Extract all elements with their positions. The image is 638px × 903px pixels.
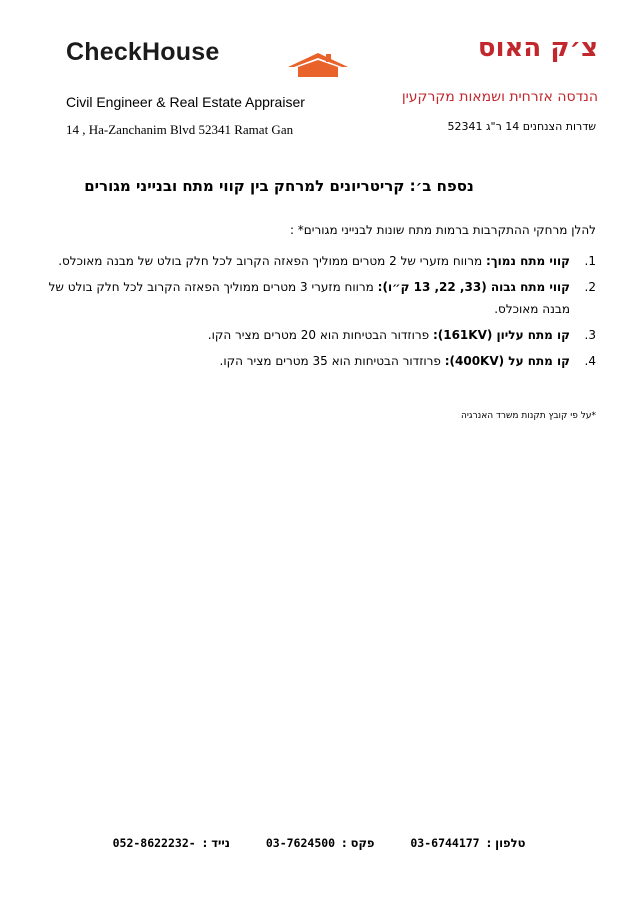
fax-label: פקס : xyxy=(342,836,375,850)
item-label: קו מתח עליון (161KV): xyxy=(432,328,570,342)
subtitle-hebrew: הנדסה אזרחית ושמאות מקרקעין xyxy=(401,89,598,105)
brand-name-english: CheckHouse xyxy=(66,38,220,66)
list-item xyxy=(40,324,596,346)
list-item xyxy=(40,276,596,320)
intro-text: להלן מרחקי ההתקרבות ברמות מתח שונות לבנייני מגורים* : xyxy=(289,223,596,237)
contact-footer xyxy=(0,836,638,850)
fax-number: 03-7624500 xyxy=(265,836,336,850)
item-number: 4. xyxy=(584,354,596,368)
footnote: *על פי קובץ תקנות משרד האנרגיה xyxy=(460,411,596,421)
list-item xyxy=(40,350,596,372)
subtitle-english: Civil Engineer & Real Estate Appraiser xyxy=(66,94,305,110)
house-roof-icon xyxy=(286,50,350,80)
list-item xyxy=(40,250,596,272)
item-number: 2. xyxy=(584,280,596,294)
phone-label: טלפון : xyxy=(486,836,526,850)
item-text: פרוזדור הבטיחות הוא 20 מטרים מציר הקו. xyxy=(207,328,433,342)
criteria-list xyxy=(40,250,596,372)
mobile-label: נייד : xyxy=(202,836,230,850)
phone-number: 03-6744177 xyxy=(410,836,480,850)
item-text: פרוזדור הבטיחות הוא 35 מטרים מציר הקו. xyxy=(219,354,445,368)
item-number: 3. xyxy=(584,328,596,342)
item-text: מרווח מזערי של 2 מטרים ממוליך הפאזה הקרוב לכל חלק בולט של מבנה מאוכלס. xyxy=(58,254,486,268)
brand-name-hebrew: צ׳ק האוס xyxy=(477,33,598,63)
address-english: 14 , Ha-Zanchanim Blvd 52341 Ramat Gan xyxy=(66,122,294,137)
item-text: מרווח מזערי 3 מטרים ממוליך הפאזה הקרוב לכל חלק בולט של מבנה מאוכלס. xyxy=(48,280,570,316)
item-label: קווי מתח גבוה (33, 22, 13 ק״ו): xyxy=(377,280,570,294)
address-hebrew: שדרות הצנחנים 14 ר"ג 52341 xyxy=(447,120,596,133)
item-label: קווי מתח נמוך: xyxy=(485,254,570,268)
item-number: 1. xyxy=(584,254,596,268)
item-label: קו מתח על (400KV): xyxy=(444,354,570,368)
mobile-number: 052-8622232- xyxy=(112,836,196,850)
appendix-heading: נספח ב׳: קריטריונים למרחק בין קווי מתח ובנייני מגורים xyxy=(84,177,474,195)
